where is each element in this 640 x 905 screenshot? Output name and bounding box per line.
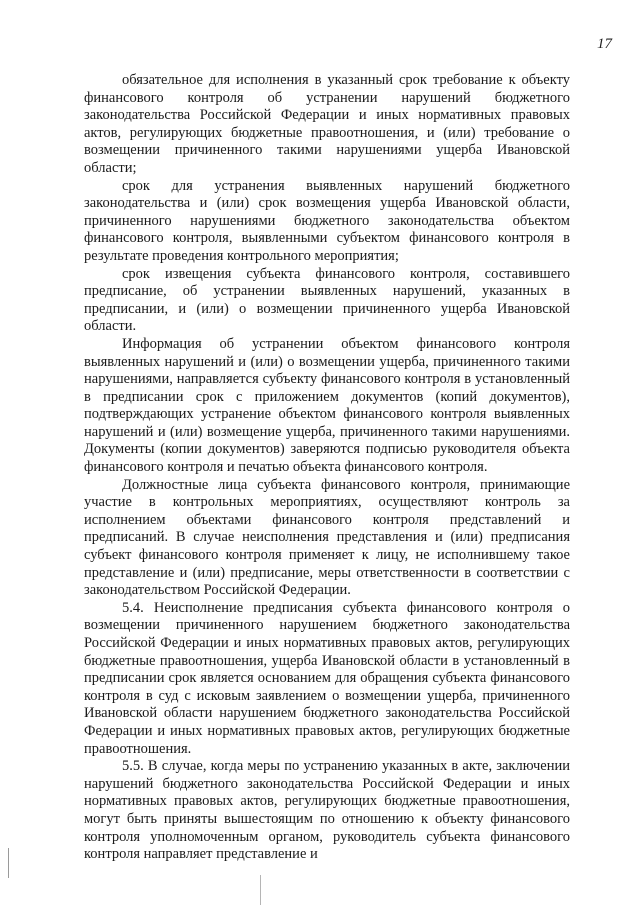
scan-fold-mark bbox=[260, 875, 261, 905]
paragraph-deadline-notification: срок извещения субъекта финансового контроля, составившего предписание, об устранении выявленных нарушений, указанных в предписании, и (или) о возмещении причиненного ущерба Ивановской области. bbox=[84, 265, 570, 335]
paragraph-information-elimination: Информация об устранении объектом финансового контроля выявленных нарушений и (или) о возмещении ущерба, причиненного такими нарушениями, направляется субъекту финансового контроля в установленный в предписании срок с приложением документов (копий документов), подтверждающих устранение объектом финансового контроля выявленных нарушений и (или) возмещение ущерба, причиненного такими нарушениями. Документы (копии документов) заверяются подписью руководителя объекта финансового контроля и печатью объекта финансового контроля. bbox=[84, 335, 570, 476]
paragraph-section-5-4: 5.4. Неисполнение предписания субъекта финансового контроля о возмещении причиненного нарушением бюджетного законодательства Российской Федерации и иных нормативных правовых актов, регулирующих бюджетные правоотношения, ущерба Ивановской области в установленный в предписании срок является основанием для обращения субъекта финансового контроля в суд с исковым заявлением о возмещении ущерба, причиненного Ивановской области нарушением бюджетного законодательства Российской Федерации и иных нормативных правовых актов, регулирующих бюджетные правоотношения. bbox=[84, 599, 570, 757]
paragraph-section-5-5: 5.5. В случае, когда меры по устранению указанных в акте, заключении нарушений бюджетного законодательства Российской Федерации и иных нормативных правовых актов, регулирующих бюджетные правоотношения, могут быть приняты вышестоящим по отношению к объекту финансового контроля уполномоченным органом, руководитель субъекта финансового контроля направляет представление и bbox=[84, 758, 570, 863]
document-body bbox=[84, 72, 570, 864]
paragraph-demand-continuation: обязательное для исполнения в указанный срок требование к объекту финансового контроля об устранении нарушений бюджетного законодательства Российской Федерации и иных нормативных правовых актов, регулирующих бюджетные правоотношения, и (или) требование о возмещении причиненного такими нарушениями ущерба Ивановской области; bbox=[84, 72, 570, 176]
page-number: 17 bbox=[597, 36, 612, 52]
paragraph-deadline-elimination: срок для устранения выявленных нарушений бюджетного законодательства и (или) срок возмещения ущерба Ивановской области, причиненного нарушениями бюджетного законодательства объектом финансового контроля, выявленными субъектом финансового контроля в результате проведения контрольного мероприятия; bbox=[84, 177, 570, 264]
scan-margin-mark bbox=[8, 848, 9, 878]
paragraph-officials-control: Должностные лица субъекта финансового контроля, принимающие участие в контрольных мероприятиях, осуществляют контроль за исполнением объектами финансового контроля представлений и предписаний. В случае неисполнения представления и (или) предписания субъект финансового контроля применяет к лицу, не исполнившему такое представление и (или) предписание, меры ответственности в соответствии с законодательством Российской Федерации. bbox=[84, 476, 570, 599]
